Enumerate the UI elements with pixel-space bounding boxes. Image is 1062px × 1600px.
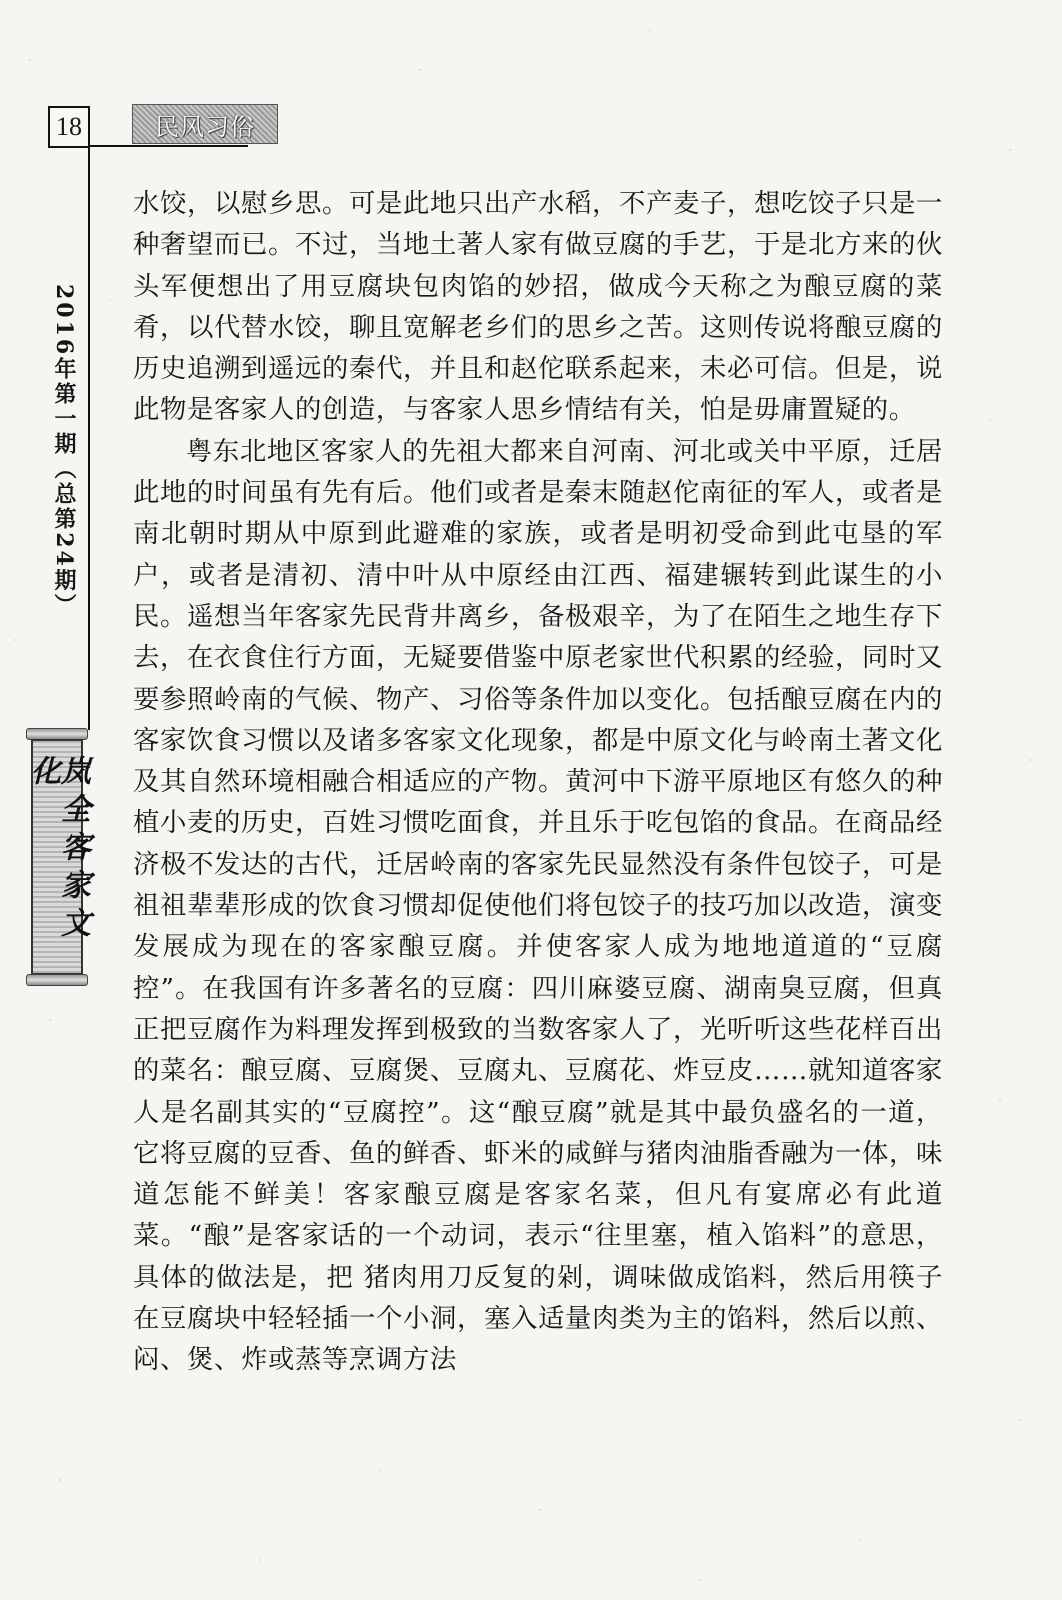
scroll-body	[25, 739, 90, 975]
margin-rule	[88, 145, 90, 730]
article-body	[133, 183, 943, 1381]
banner-text: 岚全客家文化	[25, 755, 90, 945]
issue-label: 2016年第一期（总第24期）	[51, 284, 77, 619]
scroll-banner	[26, 728, 88, 986]
page-number-text: 18	[56, 112, 82, 141]
article-paragraph: 粤东北地区客家人的先祖大都来自河南、河北或关中平原，迁居此地的时间虽有先有后。他们或者是秦末随赵佗南征的军人，或者是南北朝时期从中原到此避难的家族，或者是明初受命到此屯垦的军户，或者是清初、清中叶从中原经由江西、福建辗转到此谋生的小民。遥想当年客家先民背井离乡，备极艰辛，为了在陌生之地生存下去，在衣食住行方面，无疑要借鉴中原老家世代积累的经验，同时又要参照岭南的气候、物产、习俗等条件加以变化。包括酿豆腐在内的客家饮食习惯以及诸多客家文化现象，都是中原文化与岭南土著文化及其自然环境相融合相适应的产物。黄河中下游平原地区有悠久的种植小麦的历史，百姓习惯吃面食，并且乐于吃包馅的食品。在商品经济极不发达的古代，迁居岭南的客家先民显然没有条件包饺子，可是祖祖辈辈形成的饮食习惯却促使他们将包饺子的技巧加以改造，演变发展成为现在的客家酿豆腐。并使客家人成为地地道道的“豆腐控”。在我国有许多著名的豆腐：四川麻婆豆腐、湖南臭豆腐，但真正把豆腐作为料理发挥到极致的当数客家人了，光听听这些花样百出的菜名：酿豆腐、豆腐煲、豆腐丸、豆腐花、炸豆皮……就知道客家人是名副其实的“豆腐控”。这“酿豆腐”就是其中最负盛名的一道，它将豆腐的豆香、鱼的鲜香、虾米的咸鲜与猪肉油脂香融为一体，味道怎能不鲜美！客家酿豆腐是客家名菜，但凡有宴席必有此道菜。“酿”是客家话的一个动词，表示“往里塞，植入馅料”的意思，具体的做法是，把 猪肉用刀反复的剁，调味做成馅料，然后用筷子在豆腐块中轻轻插一个小洞，塞入适量肉类为主的馅料，然后以煎、闷、煲、炸或蒸等烹调方法	[133, 435, 943, 1376]
article-paragraph: 水饺，以慰乡思。可是此地只出产水稻，不产麦子，想吃饺子只是一种奢望而已。不过，当地土著人家有做豆腐的手艺，于是北方来的伙头军便想出了用豆腐块包肉馅的妙招，做成今天称之为酿豆腐的菜肴，以代替水饺，聊且宽解老乡们的思乡之苦。这则传说将酿豆腐的历史追溯到遥远的秦代，并且和赵佗联系起来，未必可信。但是，说此物是客家人的创造，与客家人思乡情结有关，怕是毋庸置疑的。	[133, 188, 943, 426]
section-tag	[132, 104, 278, 144]
scroll-bottom-rod	[26, 974, 88, 986]
section-title: 民风习俗	[155, 112, 255, 141]
header-rule	[88, 145, 248, 147]
page-number	[48, 106, 90, 148]
